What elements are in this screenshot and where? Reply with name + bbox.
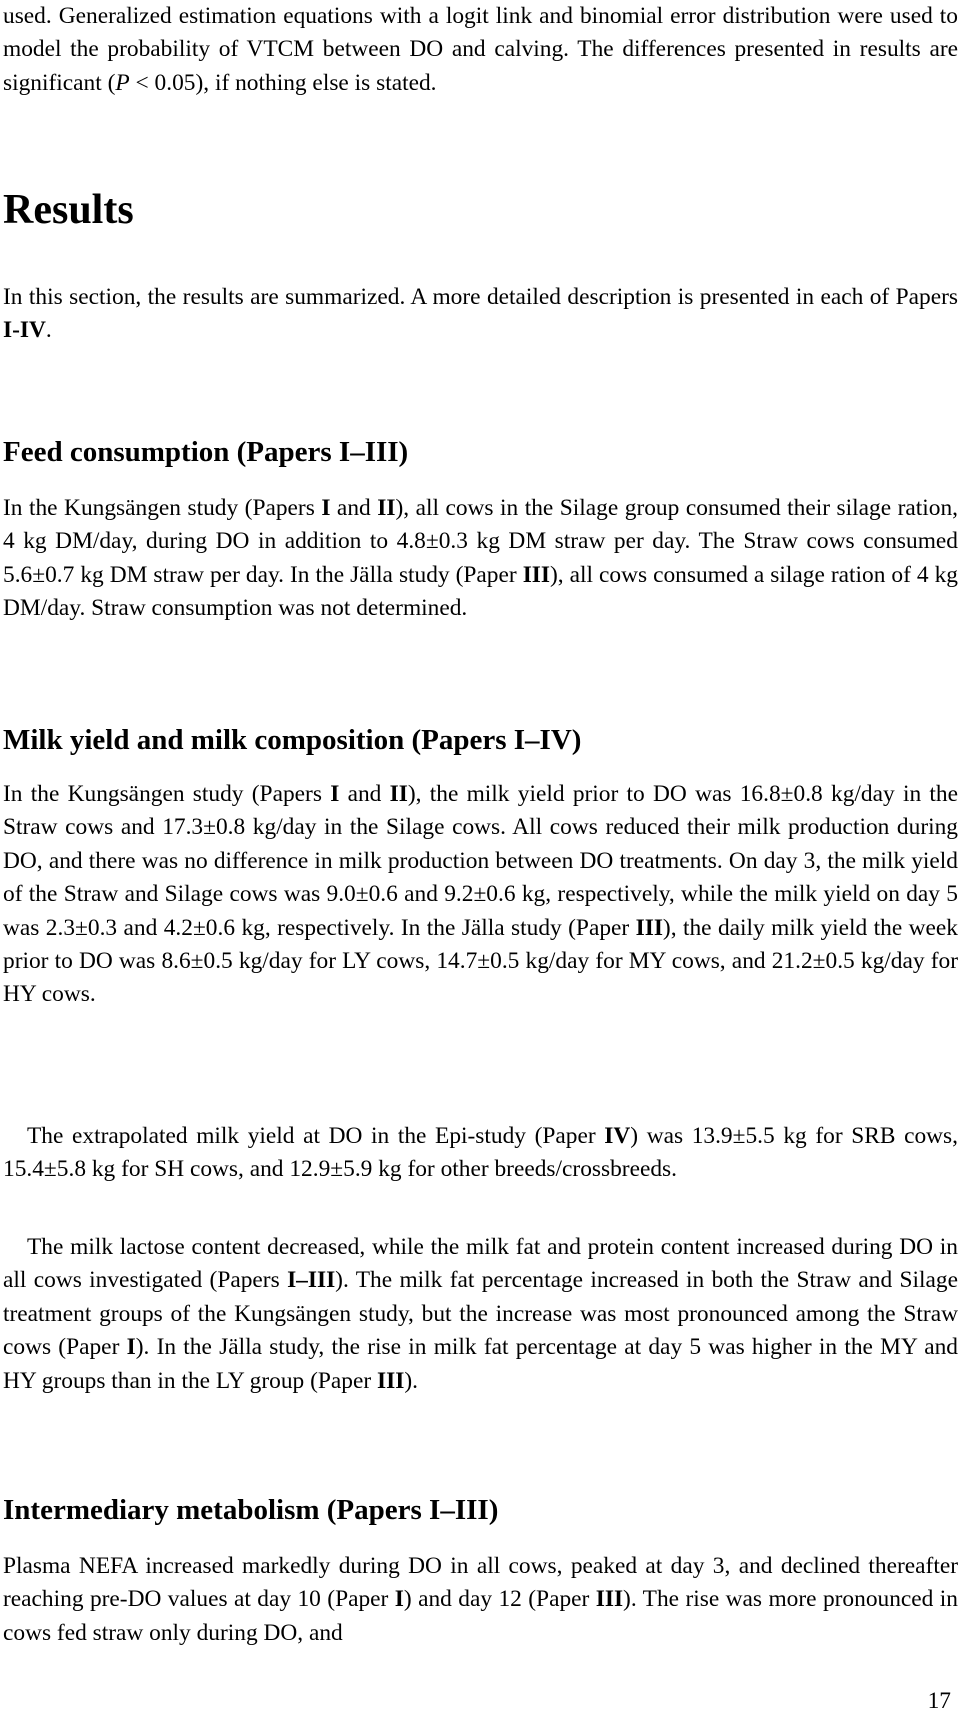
feed-section [3,434,958,470]
results-heading: Results [3,187,134,233]
milk-section [3,722,958,758]
p-value-symbol: P [115,69,130,96]
metabolism-section [3,1492,958,1528]
results-section [3,185,958,235]
milk-yield-heading: Milk yield and milk composition (Papers I–IV) [3,724,582,756]
results-intro-paragraph: In this section, the results are summarized. A more detailed description is presented in each of Papers I-IV. [3,284,958,344]
milk-paragraph-3: The milk lactose content decreased, while the milk fat and protein content increased during DO in all cows investigated (Papers I–III). The milk fat percentage increased in both the Straw and Silage treatment groups of the Kungsängen study, but the increase was most pronounced among the Straw cows (Paper I). In the Jälla study, the rise in milk fat percentage at day 5 was higher in the MY and HY groups than in the LY group (Paper III). [3,1234,959,1394]
intro-paragraph-block [3,0,958,100]
feed-paragraph: In the Kungsängen study (Papers I and II), all cows in the Silage group consumed their silage ration, 4 kg DM/day, during DO in addition to 4.8±0.3 kg DM straw per day. The Straw cows consumed 5.6±0.7 kg DM straw per day. In the Jälla study (Paper III), all cows consumed a silage ration of 4 kg DM/day. Straw consumption was not determined. [3,495,958,622]
page-number: 17 [927,1688,951,1714]
feed-consumption-heading: Feed consumption (Papers I–III) [3,436,409,468]
results-intro-block [3,281,958,348]
milk-paragraph-1-block [3,778,958,1012]
intermediary-metabolism-heading: Intermediary metabolism (Papers I–III) [3,1494,499,1526]
metabolism-paragraph-block [3,1550,958,1650]
milk-paragraph-3-block [3,1231,958,1398]
milk-paragraph-1: In the Kungsängen study (Papers I and II), the milk yield prior to DO was 16.8±0.8 kg/day in the Straw cows and 17.3±0.8 kg/day in the Silage cows. All cows reduced their milk production during DO, and there was no difference in milk production between DO treatments. On day 3, the milk yield of the Straw and Silage cows was 9.0±0.6 and 9.2±0.6 kg, respectively, while the milk yield on day 5 was 2.3±0.3 and 4.2±0.6 kg, respectively. In the Jälla study (Paper III), the daily milk yield the week prior to DO was 8.6±0.5 kg/day for LY cows, 14.7±0.5 kg/day for MY cows, and 21.2±0.5 kg/day for HY cows. [3,781,958,1008]
milk-paragraph-2-block [3,1120,958,1187]
intro-paragraph: used. Generalized estimation equations with a logit link and binomial error distribution were used to model the probability of VTCM between DO and calving. The differences presented in results are significant (P < 0.05), if nothing else is stated. [3,3,958,96]
milk-paragraph-2: The extrapolated milk yield at DO in the Epi-study (Paper IV) was 13.9±5.5 kg for SRB cows, 15.4±5.8 kg for SH cows, and 12.9±5.9 kg for other breeds/crossbreeds. [3,1123,958,1183]
metabolism-paragraph: Plasma NEFA increased markedly during DO in all cows, peaked at day 3, and declined thereafter reaching pre-DO values at day 10 (Paper I) and day 12 (Paper III). The rise was more pronounced in cows fed straw only during DO, and [3,1553,958,1646]
feed-paragraph-block [3,492,958,626]
